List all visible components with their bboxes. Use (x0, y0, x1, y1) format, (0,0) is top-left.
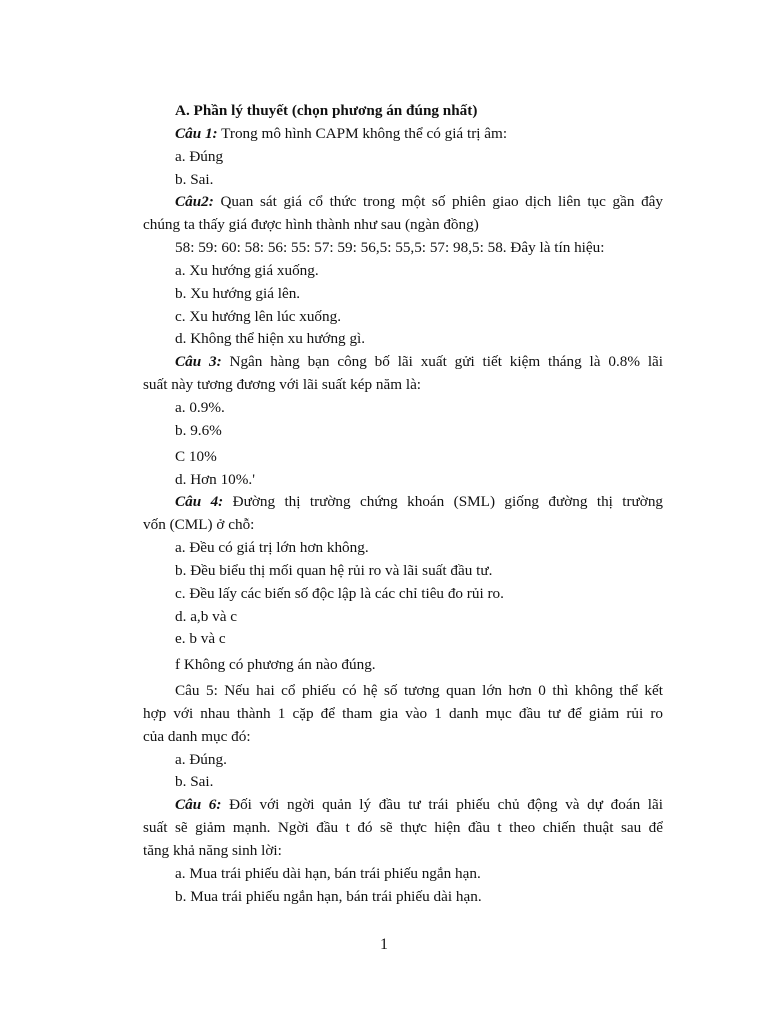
question-4-option-d: d. a,b và c (175, 607, 237, 625)
question-6-line-2: suất sẽ giảm mạnh. Ngời đầu t đó sẽ thực hiện đầu t theo chiến thuật sau để (143, 819, 663, 837)
question-4-text-1: Đường thị trường chứng khoán (SML) giống đường thị trường (223, 493, 664, 511)
question-5-line-3: của danh mục đó: (143, 727, 251, 745)
question-4-label: Câu 4: (175, 493, 224, 511)
section-heading: A. Phần lý thuyết (chọn phương án đúng nhất) (175, 102, 478, 119)
question-2-option-b: b. Xu hướng giá lên. (175, 284, 301, 302)
question-2-text-1: Quan sát giá cổ thức trong một số phiên giao dịch liên tục gần đây (213, 193, 663, 211)
question-1 (143, 123, 663, 146)
question-1-option-b: b. Sai. (175, 170, 214, 188)
question-2-option-a: a. Xu hướng giá xuống. (175, 261, 319, 279)
question-3-label: Câu 3: (175, 353, 222, 371)
question-3-line-1 (143, 351, 663, 374)
question-4-option-a: a. Đều có giá trị lớn hơn không. (175, 539, 369, 557)
question-2-option-c: c. Xu hướng lên lúc xuống. (175, 307, 342, 325)
question-3-option-d: d. Hơn 10%.' (175, 470, 255, 488)
question-5-option-a: a. Đúng. (175, 750, 227, 768)
question-6-label: Câu 6: (175, 796, 222, 814)
question-6-option-b: b. Mua trái phiếu ngắn hạn, bán trái phiếu dài hạn. (175, 887, 482, 905)
question-3-option-b: b. 9.6% (175, 421, 222, 439)
question-5-line-2: hợp với nhau thành 1 cặp để tham gia vào 1 danh mục đầu tư để giảm rủi ro (143, 704, 663, 722)
question-4-option-f: f Không có phương án nào đúng. (175, 656, 376, 674)
question-6-line-3: tăng khả năng sinh lời: (143, 842, 282, 859)
question-3-option-c: C 10% (175, 447, 217, 465)
question-4-line-2: vốn (CML) ở chỗ: (143, 516, 255, 534)
page-content (143, 100, 663, 909)
question-2-line-2: chúng ta thấy giá được hình thành như sau (ngàn đồng) (143, 216, 479, 234)
question-3-option-a: a. 0.9%. (175, 398, 225, 416)
question-4-line-1 (143, 491, 663, 514)
question-6-text-1: Đối với ngời quản lý đầu tư trái phiếu chủ động và dự đoán lãi (221, 796, 663, 814)
question-4-option-e: e. b và c (175, 630, 226, 648)
question-2-label: Câu2: (175, 193, 214, 211)
question-4-option-c: c. Đều lấy các biến số độc lập là các chỉ tiêu đo rủi ro. (175, 584, 504, 602)
question-2-prices: 58: 59: 60: 58: 56: 55: 57: 59: 56,5: 55,5: 57: 98,5: 58. Đây là tín hiệu: (175, 239, 605, 257)
question-6-option-a: a. Mua trái phiếu dài hạn, bán trái phiếu ngắn hạn. (175, 864, 481, 882)
question-3-text-1: Ngân hàng bạn công bố lãi xuất gửi tiết kiệm tháng là 0.8% lãi (221, 353, 663, 371)
question-4-option-b: b. Đều biểu thị mối quan hệ rủi ro và lãi suất đầu tư. (175, 561, 493, 579)
question-1-option-a: a. Đúng (175, 147, 224, 165)
question-5-line-1: Câu 5: Nếu hai cổ phiếu có hệ số tương quan lớn hơn 0 thì không thể kết (175, 682, 663, 700)
question-3-line-2: suất này tương đương với lãi suất kép năm là: (143, 376, 422, 394)
question-1-text: Trong mô hình CAPM không thể có giá trị âm: (217, 124, 508, 142)
question-5-option-b: b. Sai. (175, 773, 214, 791)
question-2-line-1 (143, 191, 663, 214)
question-2-option-d: d. Không thể hiện xu hướng gì. (175, 330, 366, 348)
question-1-label: Câu 1: (175, 124, 218, 142)
question-6-line-1 (143, 794, 663, 817)
page-number: 1 (380, 936, 388, 953)
